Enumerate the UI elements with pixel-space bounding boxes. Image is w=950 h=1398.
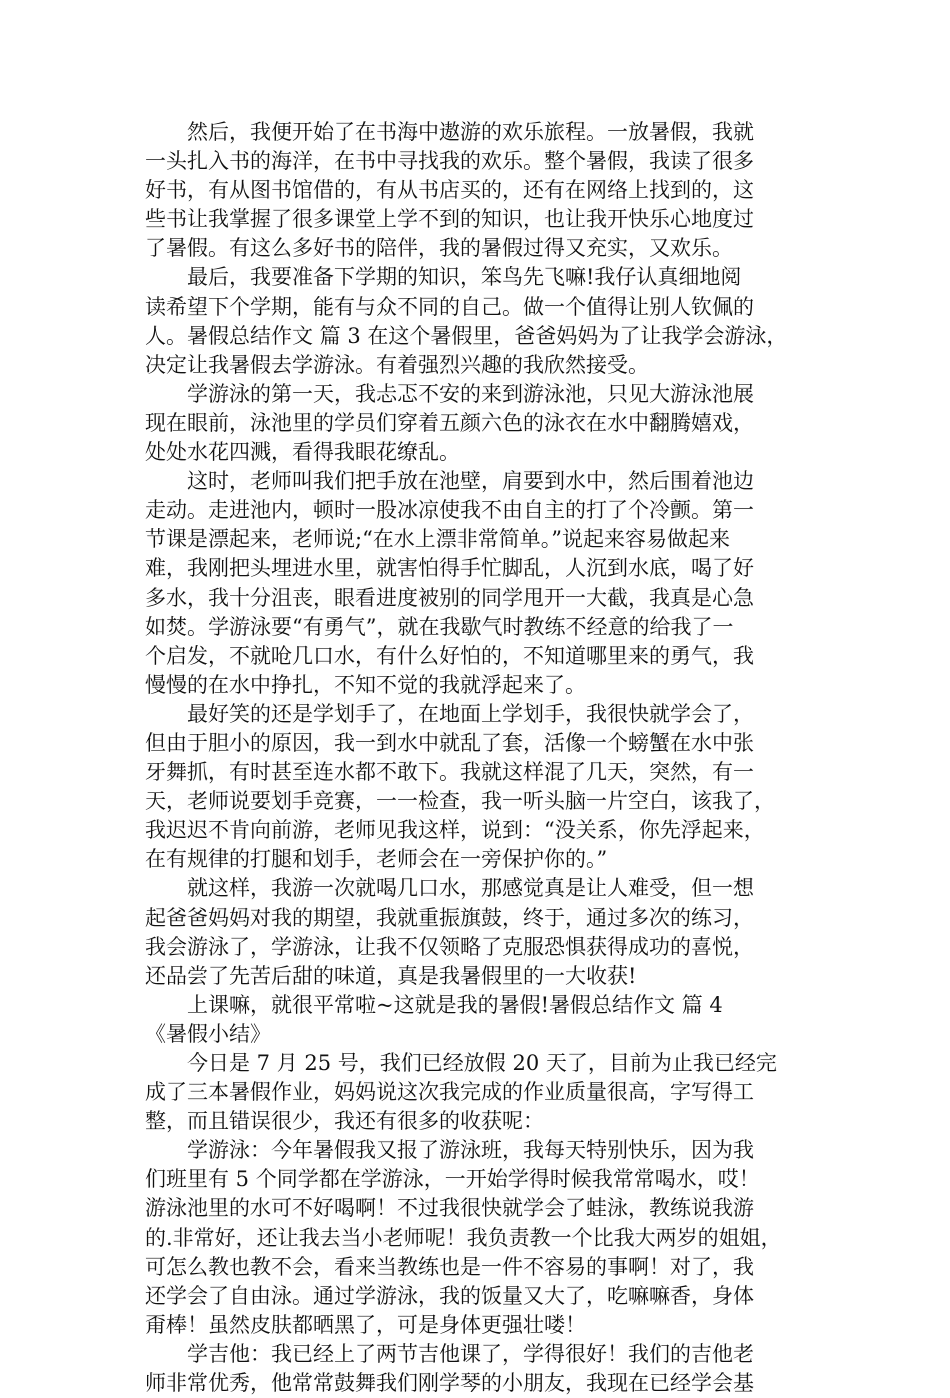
text-line: 学游泳：今年暑假我又报了游泳班，我每天特别快乐，因为我 [145, 1138, 754, 1163]
text-line: 个启发，不就呛几口水，有什么好怕的，不知道哪里来的勇气，我 [145, 643, 754, 668]
text-line: 多水，我十分沮丧，眼看进度被别的同学甩开一大截，我真是心急 [145, 585, 754, 610]
text-line: 些书让我掌握了很多课堂上学不到的知识，也让我开快乐心地度过 [145, 207, 754, 232]
text-line: 最好笑的还是学划手了，在地面上学划手，我很快就学会了， [145, 701, 754, 726]
text-line: 还品尝了先苦后甜的味道，真是我暑假里的一大收获! [145, 963, 637, 988]
text-line: 但由于胆小的原因，我一到水中就乱了套，活像一个螃蟹在水中张 [145, 730, 754, 755]
text-line: 还学会了自由泳。通过学游泳，我的饭量又大了，吃嘛嘛香，身体 [145, 1283, 754, 1308]
text-line: 整，而且错误很少，我还有很多的收获呢： [145, 1109, 544, 1134]
text-line: 然后，我便开始了在书海中遨游的欢乐旅程。一放暑假，我就 [145, 120, 754, 144]
text-line: 们班里有 5 个同学都在学游泳，一开始学得时候我常常喝水，哎！ [145, 1167, 760, 1192]
text-line: 节课是漂起来，老师说;“在水上漂非常简单。”说起来容易做起来 [145, 527, 731, 552]
text-line: 牙舞抓，有时甚至连水都不敢下。我就这样混了几天，突然，有一 [145, 760, 754, 785]
text-line: 成了三本暑假作业，妈妈说这次我完成的作业质量很高，字写得工 [145, 1080, 754, 1105]
text-line: 走动。走进池内，顿时一股冰凉使我不由自主的打了个冷颤。第一 [145, 498, 754, 523]
text-line: 慢慢的在水中挣扎，不知不觉的我就浮起来了。 [145, 672, 586, 697]
text-line: 现在眼前，泳池里的学员们穿着五颜六色的泳衣在水中翻腾嬉戏， [145, 410, 754, 435]
text-line: 起爸爸妈妈对我的期望，我就重振旗鼓，终于，通过多次的练习， [145, 905, 754, 930]
text-line: 游泳池里的水可不好喝啊！不过我很快就学会了蛙泳，教练说我游 [145, 1196, 754, 1221]
text-line: 读希望下个学期，能有与众不同的自己。做一个值得让别人钦佩的 [145, 294, 754, 319]
text-line: 在有规律的打腿和划手，老师会在一旁保护你的。” [145, 847, 608, 872]
text-line: 学吉他：我已经上了两节吉他课了，学得很好！我们的吉他老 [145, 1341, 754, 1366]
text-line: 今日是 7 月 25 号，我们已经放假 20 天了，目前为止我已经完 [145, 1051, 777, 1075]
text-line: 如焚。学游泳要“有勇气”，就在我歇气时教练不经意的给我了一 [145, 614, 734, 639]
text-line: 师非常优秀，他常常鼓舞我们刚学琴的小朋友，我现在已经学会基 [145, 1371, 754, 1396]
text-line: 《暑假小结》 [145, 1021, 271, 1046]
text-line: 决定让我暑假去学游泳。有着强烈兴趣的我欣然接受。 [145, 352, 649, 377]
text-line: 天，老师说要划手竞赛，一一检查，我一听头脑一片空白，该我了， [145, 789, 775, 814]
text-line: 难，我刚把头埋进水里，就害怕得手忙脚乱，人沉到水底，喝了好 [145, 556, 754, 581]
text-line: 我迟迟不肯向前游，老师见我这样，说到：“没关系，你先浮起来， [145, 818, 765, 843]
text-line: 人。暑假总结作文 篇 3 在这个暑假里，爸爸妈妈为了让我学会游泳， [145, 323, 788, 348]
text-line: 就这样，我游一次就喝几口水，那感觉真是让人难受，但一想 [145, 876, 754, 901]
text-line: 可怎么教也教不会，看来当教练也是一件不容易的事啊！对了，我 [145, 1254, 754, 1279]
text-line: 上课嘛，就很平常啦~这就是我的暑假!暑假总结作文 篇 4 [145, 992, 723, 1017]
text-line: 好书，有从图书馆借的，有从书店买的，还有在网络上找到的，这 [145, 178, 754, 203]
text-line: 我会游泳了，学游泳，让我不仅领略了克服恐惧获得成功的喜悦， [145, 934, 754, 959]
text-line: 处处水花四溅，看得我眼花缭乱。 [145, 440, 460, 465]
text-line: 一头扎入书的海洋，在书中寻找我的欢乐。整个暑假，我读了很多 [145, 149, 754, 174]
text-line: 了暑假。有这么多好书的陪伴，我的暑假过得又充实，又欢乐。 [145, 236, 733, 261]
text-line: 最后，我要准备下学期的知识，笨鸟先飞嘛!我仔认真细地阅 [145, 265, 742, 290]
text-line: 甭棒！虽然皮肤都晒黑了，可是身体更强壮喽！ [145, 1312, 586, 1337]
text-line: 学游泳的第一天，我忐忑不安的来到游泳池，只见大游泳池展 [145, 381, 754, 406]
text-line: 这时，老师叫我们把手放在池壁，肩要到水中，然后围着池边 [145, 469, 754, 494]
text-line: 的.非常好，还让我去当小老师呢！我负责教一个比我大两岁的姐姐， [145, 1225, 782, 1250]
document-body [145, 118, 805, 1398]
